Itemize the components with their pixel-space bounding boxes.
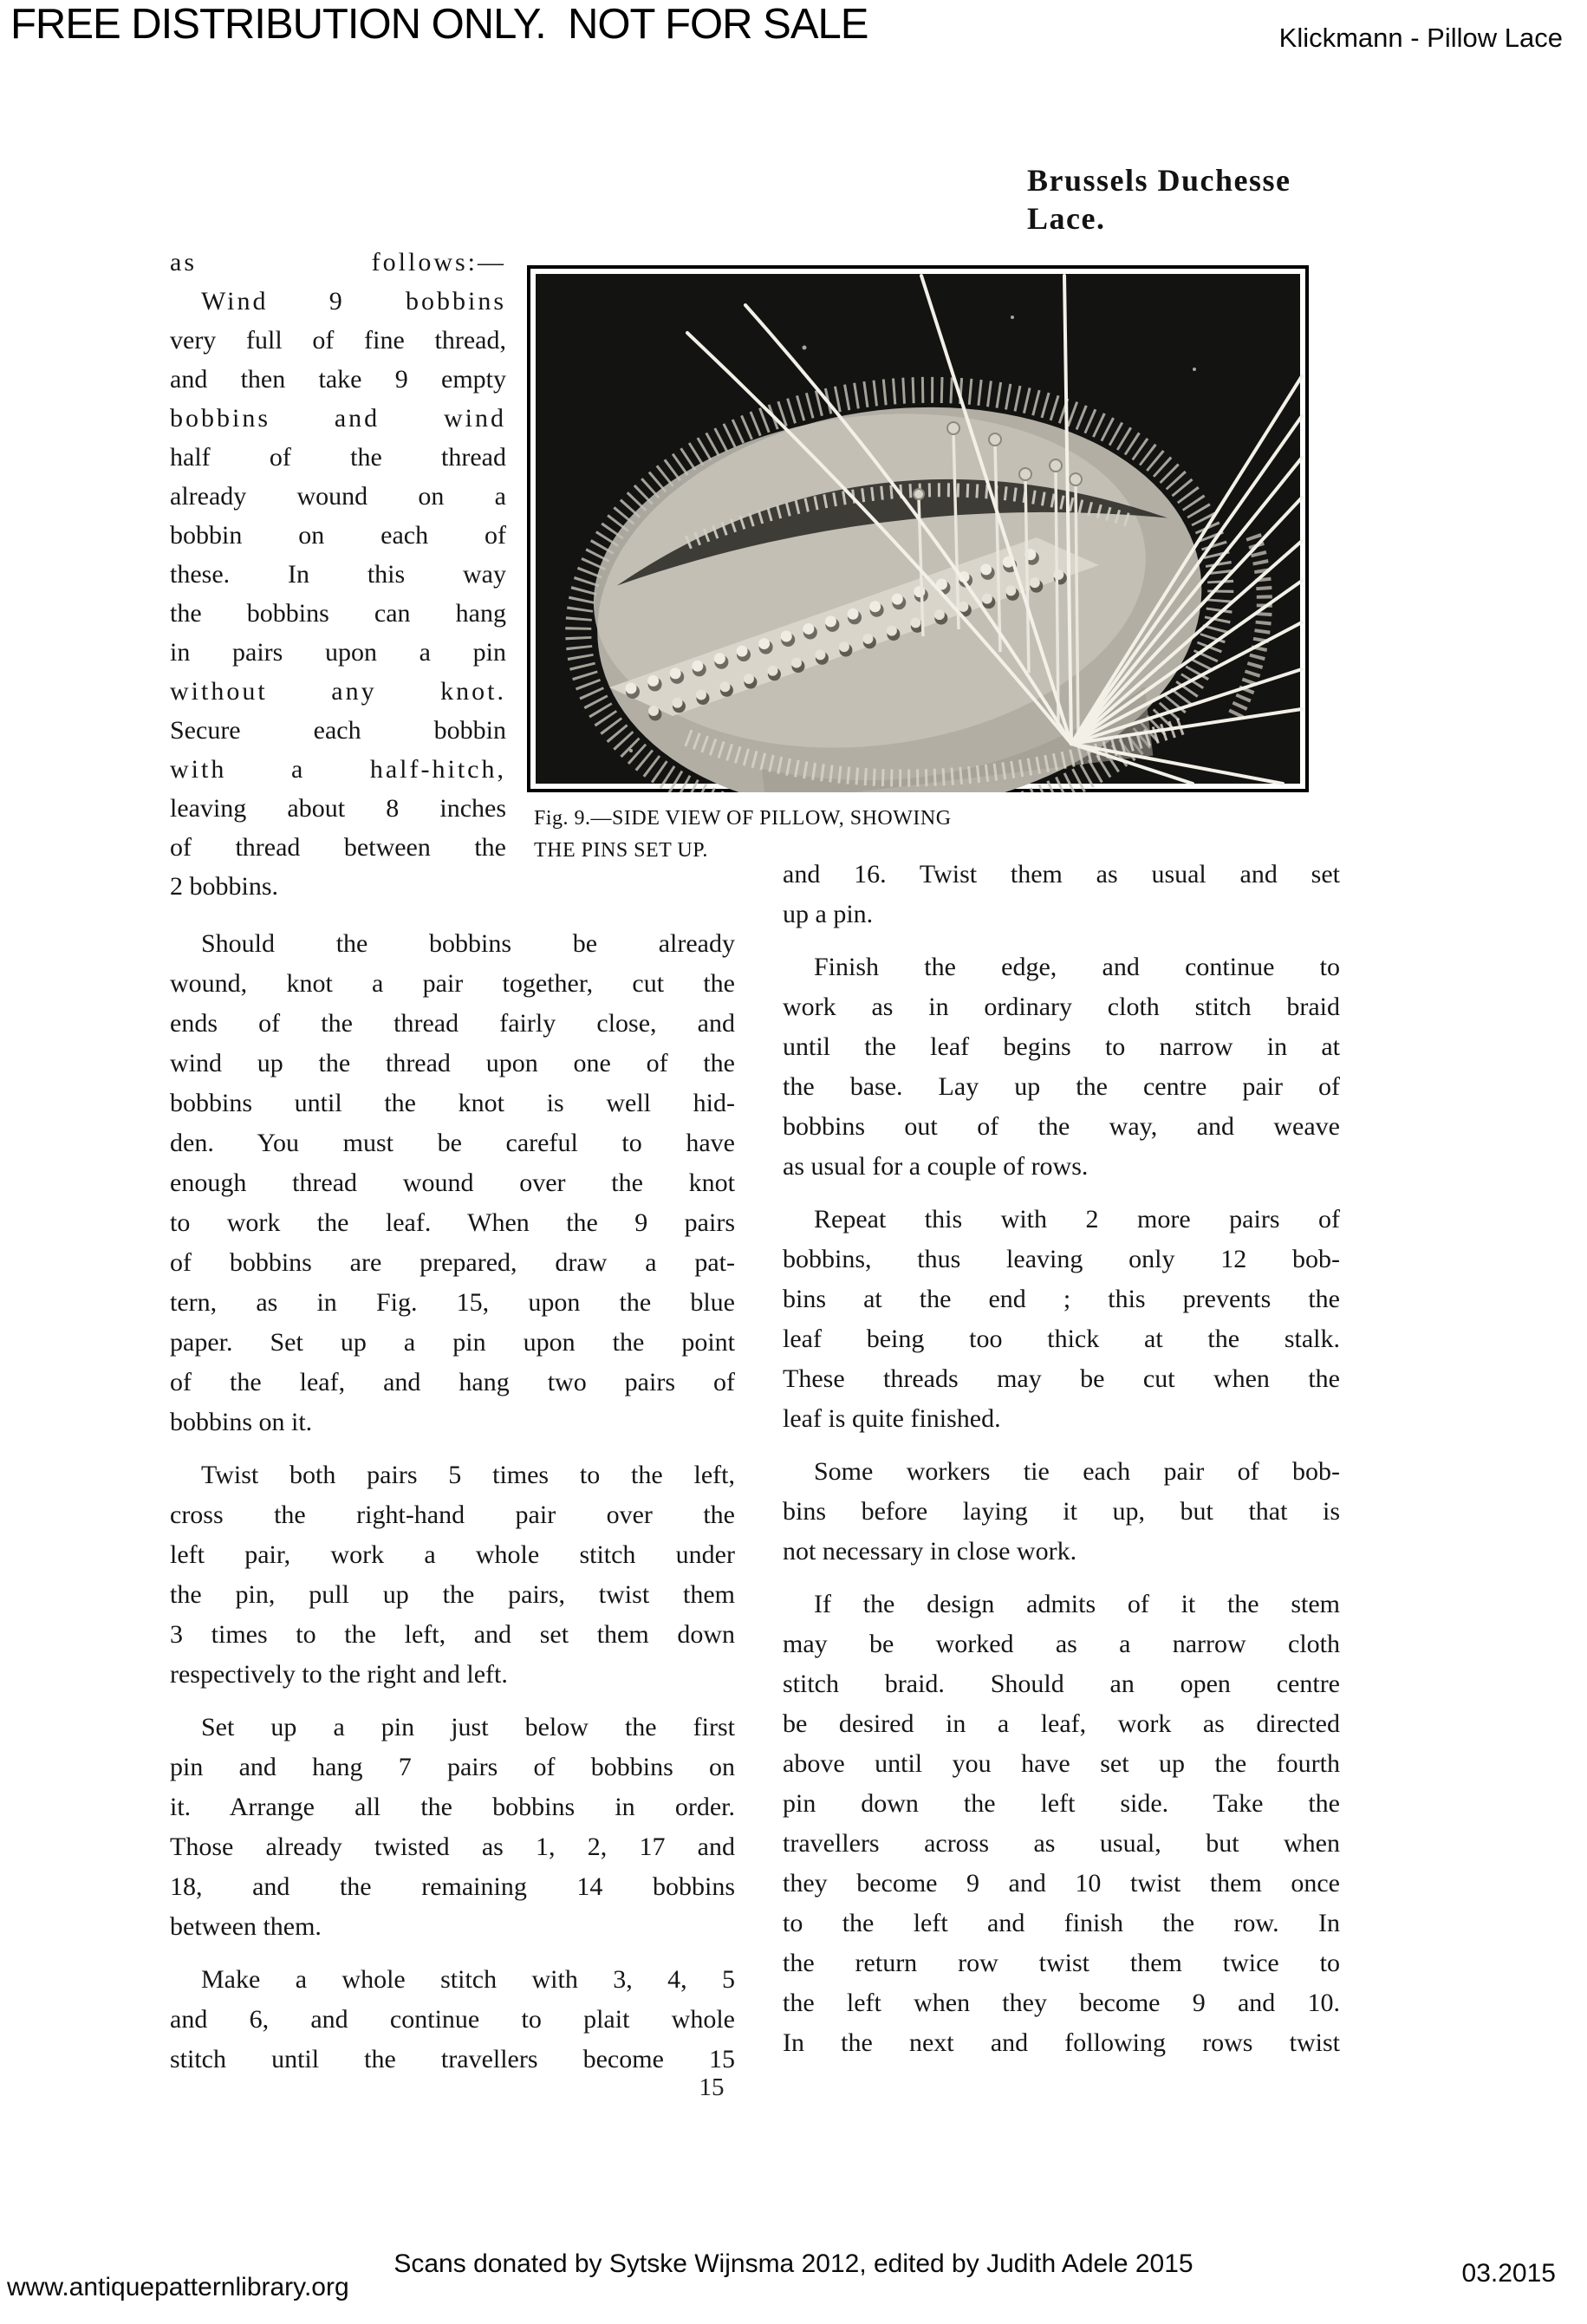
text-line: bins at the end ; this prevents the <box>783 1285 1340 1313</box>
text-line: Finish the edge, and continue to <box>814 953 1340 981</box>
text-line: Should the bobbins be already <box>201 929 735 958</box>
text-line: leaving about 8 inches <box>170 794 506 823</box>
text-line: already wound on a <box>170 482 506 511</box>
page-number: 15 <box>699 2073 725 2101</box>
footer-date: 03.2015 <box>1461 2259 1556 2288</box>
text-line: Secure each bobbin <box>170 716 506 745</box>
text-line: of bobbins are prepared, draw a pat- <box>170 1248 735 1277</box>
text-line: respectively to the right and left. <box>170 1660 508 1689</box>
text-line: the bobbins can hang <box>170 599 506 628</box>
text-line: work as in ordinary cloth stitch braid <box>783 993 1340 1021</box>
text-line: stitch braid. Should an open centre <box>783 1670 1340 1698</box>
left-column <box>170 924 735 2080</box>
text-line: the left when they become 9 and 10. <box>783 1989 1340 2017</box>
text-line: Wind 9 bobbins <box>201 287 506 316</box>
text-line: Repeat this with 2 more pairs of <box>814 1205 1340 1234</box>
text-line: and 16. Twist them as usual and set <box>783 860 1340 889</box>
text-line: very full of fine thread, <box>170 326 506 355</box>
text-line: Some workers tie each pair of bob- <box>814 1457 1340 1486</box>
text-line: Twist both pairs 5 times to the left, <box>201 1461 735 1489</box>
article-heading-line1: Brussels Duchesse <box>1027 163 1291 198</box>
text-line: ends of the thread fairly close, and <box>170 1009 735 1038</box>
text-line: Those already twisted as 1, 2, 17 and <box>170 1833 735 1861</box>
text-line: 18, and the remaining 14 bobbins <box>170 1872 735 1901</box>
text-line: be desired in a leaf, work as directed <box>783 1709 1340 1738</box>
text-line: bobbins on it. <box>170 1408 313 1436</box>
text-line: to the left and finish the row. In <box>783 1909 1340 1937</box>
text-line: leaf being too thick at the stalk. <box>783 1325 1340 1353</box>
text-line: paper. Set up a pin upon the point <box>170 1328 735 1357</box>
footer-credit: Scans donated by Sytske Wijnsma 2012, edited by Judith Adele 2015 <box>393 2249 1194 2278</box>
text-line: wind up the thread upon one of the <box>170 1049 735 1077</box>
text-line: wound, knot a pair together, cut the <box>170 969 735 998</box>
text-line: enough thread wound over the knot <box>170 1169 735 1197</box>
text-line: tern, as in Fig. 15, upon the blue <box>170 1288 735 1317</box>
text-line: travellers across as usual, but when <box>783 1829 1340 1858</box>
text-line: as follows:— <box>170 248 506 277</box>
text-line: bobbins out of the way, and weave <box>783 1112 1340 1141</box>
text-line: bins before laying it up, but that is <box>783 1497 1340 1526</box>
text-line: 2 bobbins. <box>170 872 279 901</box>
text-line: to work the leaf. When the 9 pairs <box>170 1208 735 1237</box>
text-line: between them. <box>170 1912 322 1941</box>
text-line: pin down the left side. Take the <box>783 1789 1340 1818</box>
text-line: bobbins until the knot is well hid- <box>170 1089 735 1117</box>
text-line: half of the thread <box>170 443 506 472</box>
text-line: leaf is quite finished. <box>783 1404 1001 1433</box>
text-line: stitch until the travellers become 15 <box>170 2045 735 2073</box>
text-line: Make a whole stitch with 3, 4, 5 <box>201 1965 735 1994</box>
text-line: These threads may be cut when the <box>783 1364 1340 1393</box>
pillow-photo <box>527 265 1309 792</box>
text-line: bobbins, thus leaving only 12 bob- <box>783 1245 1340 1273</box>
text-line: pin and hang 7 pairs of bobbins on <box>170 1753 735 1781</box>
text-line: 3 times to the left, and set them down <box>170 1620 735 1649</box>
text-line: of thread between the <box>170 833 506 862</box>
text-line: not necessary in close work. <box>783 1537 1077 1566</box>
article-heading <box>1027 161 1291 238</box>
text-line: above until you have set up the fourth <box>783 1749 1340 1778</box>
figure-caption-line1: Fig. 9.—SIDE VIEW OF PILLOW, SHOWING <box>534 807 952 830</box>
text-line: and 6, and continue to plait whole <box>170 2005 735 2034</box>
header-source: Klickmann - Pillow Lace <box>1278 23 1563 53</box>
text-line: in pairs upon a pin <box>170 638 506 667</box>
narrow-column <box>170 243 506 906</box>
text-line: Set up a pin just below the first <box>201 1713 735 1741</box>
text-line: In the next and following rows twist <box>783 2028 1340 2057</box>
text-line: it. Arrange all the bobbins in order. <box>170 1793 735 1821</box>
text-line: If the design admits of it the stem <box>814 1590 1340 1618</box>
footer-url: www.antiquepatternlibrary.org <box>7 2273 349 2301</box>
text-line: bobbins and wind <box>170 404 506 433</box>
figure-photo <box>527 265 1309 792</box>
text-line: of the leaf, and hang two pairs of <box>170 1368 735 1396</box>
text-line: den. You must be careful to have <box>170 1129 735 1157</box>
text-line: bobbin on each of <box>170 521 506 550</box>
text-line: they become 9 and 10 twist them once <box>783 1869 1340 1898</box>
text-line: as usual for a couple of rows. <box>783 1152 1089 1181</box>
article-heading-line2: Lace. <box>1027 201 1106 236</box>
text-line: the pin, pull up the pairs, twist them <box>170 1580 735 1609</box>
text-line: with a half-hitch, <box>170 755 506 784</box>
text-line: without any knot. <box>170 677 506 706</box>
text-line: the return row twist them twice to <box>783 1949 1340 1977</box>
text-line: up a pin. <box>783 900 874 928</box>
text-line: may be worked as a narrow cloth <box>783 1630 1340 1658</box>
text-line: these. In this way <box>170 560 506 589</box>
text-line: cross the right-hand pair over the <box>170 1501 735 1529</box>
right-column <box>783 855 1340 2063</box>
figure-caption-line2: THE PINS SET UP. <box>534 839 708 862</box>
text-line: until the leaf begins to narrow in at <box>783 1032 1340 1061</box>
free-distribution-notice: FREE DISTRIBUTION ONLY. NOT FOR SALE <box>10 1 868 48</box>
text-line: and then take 9 empty <box>170 365 506 394</box>
text-line: the base. Lay up the centre pair of <box>783 1072 1340 1101</box>
text-line: left pair, work a whole stitch under <box>170 1540 735 1569</box>
